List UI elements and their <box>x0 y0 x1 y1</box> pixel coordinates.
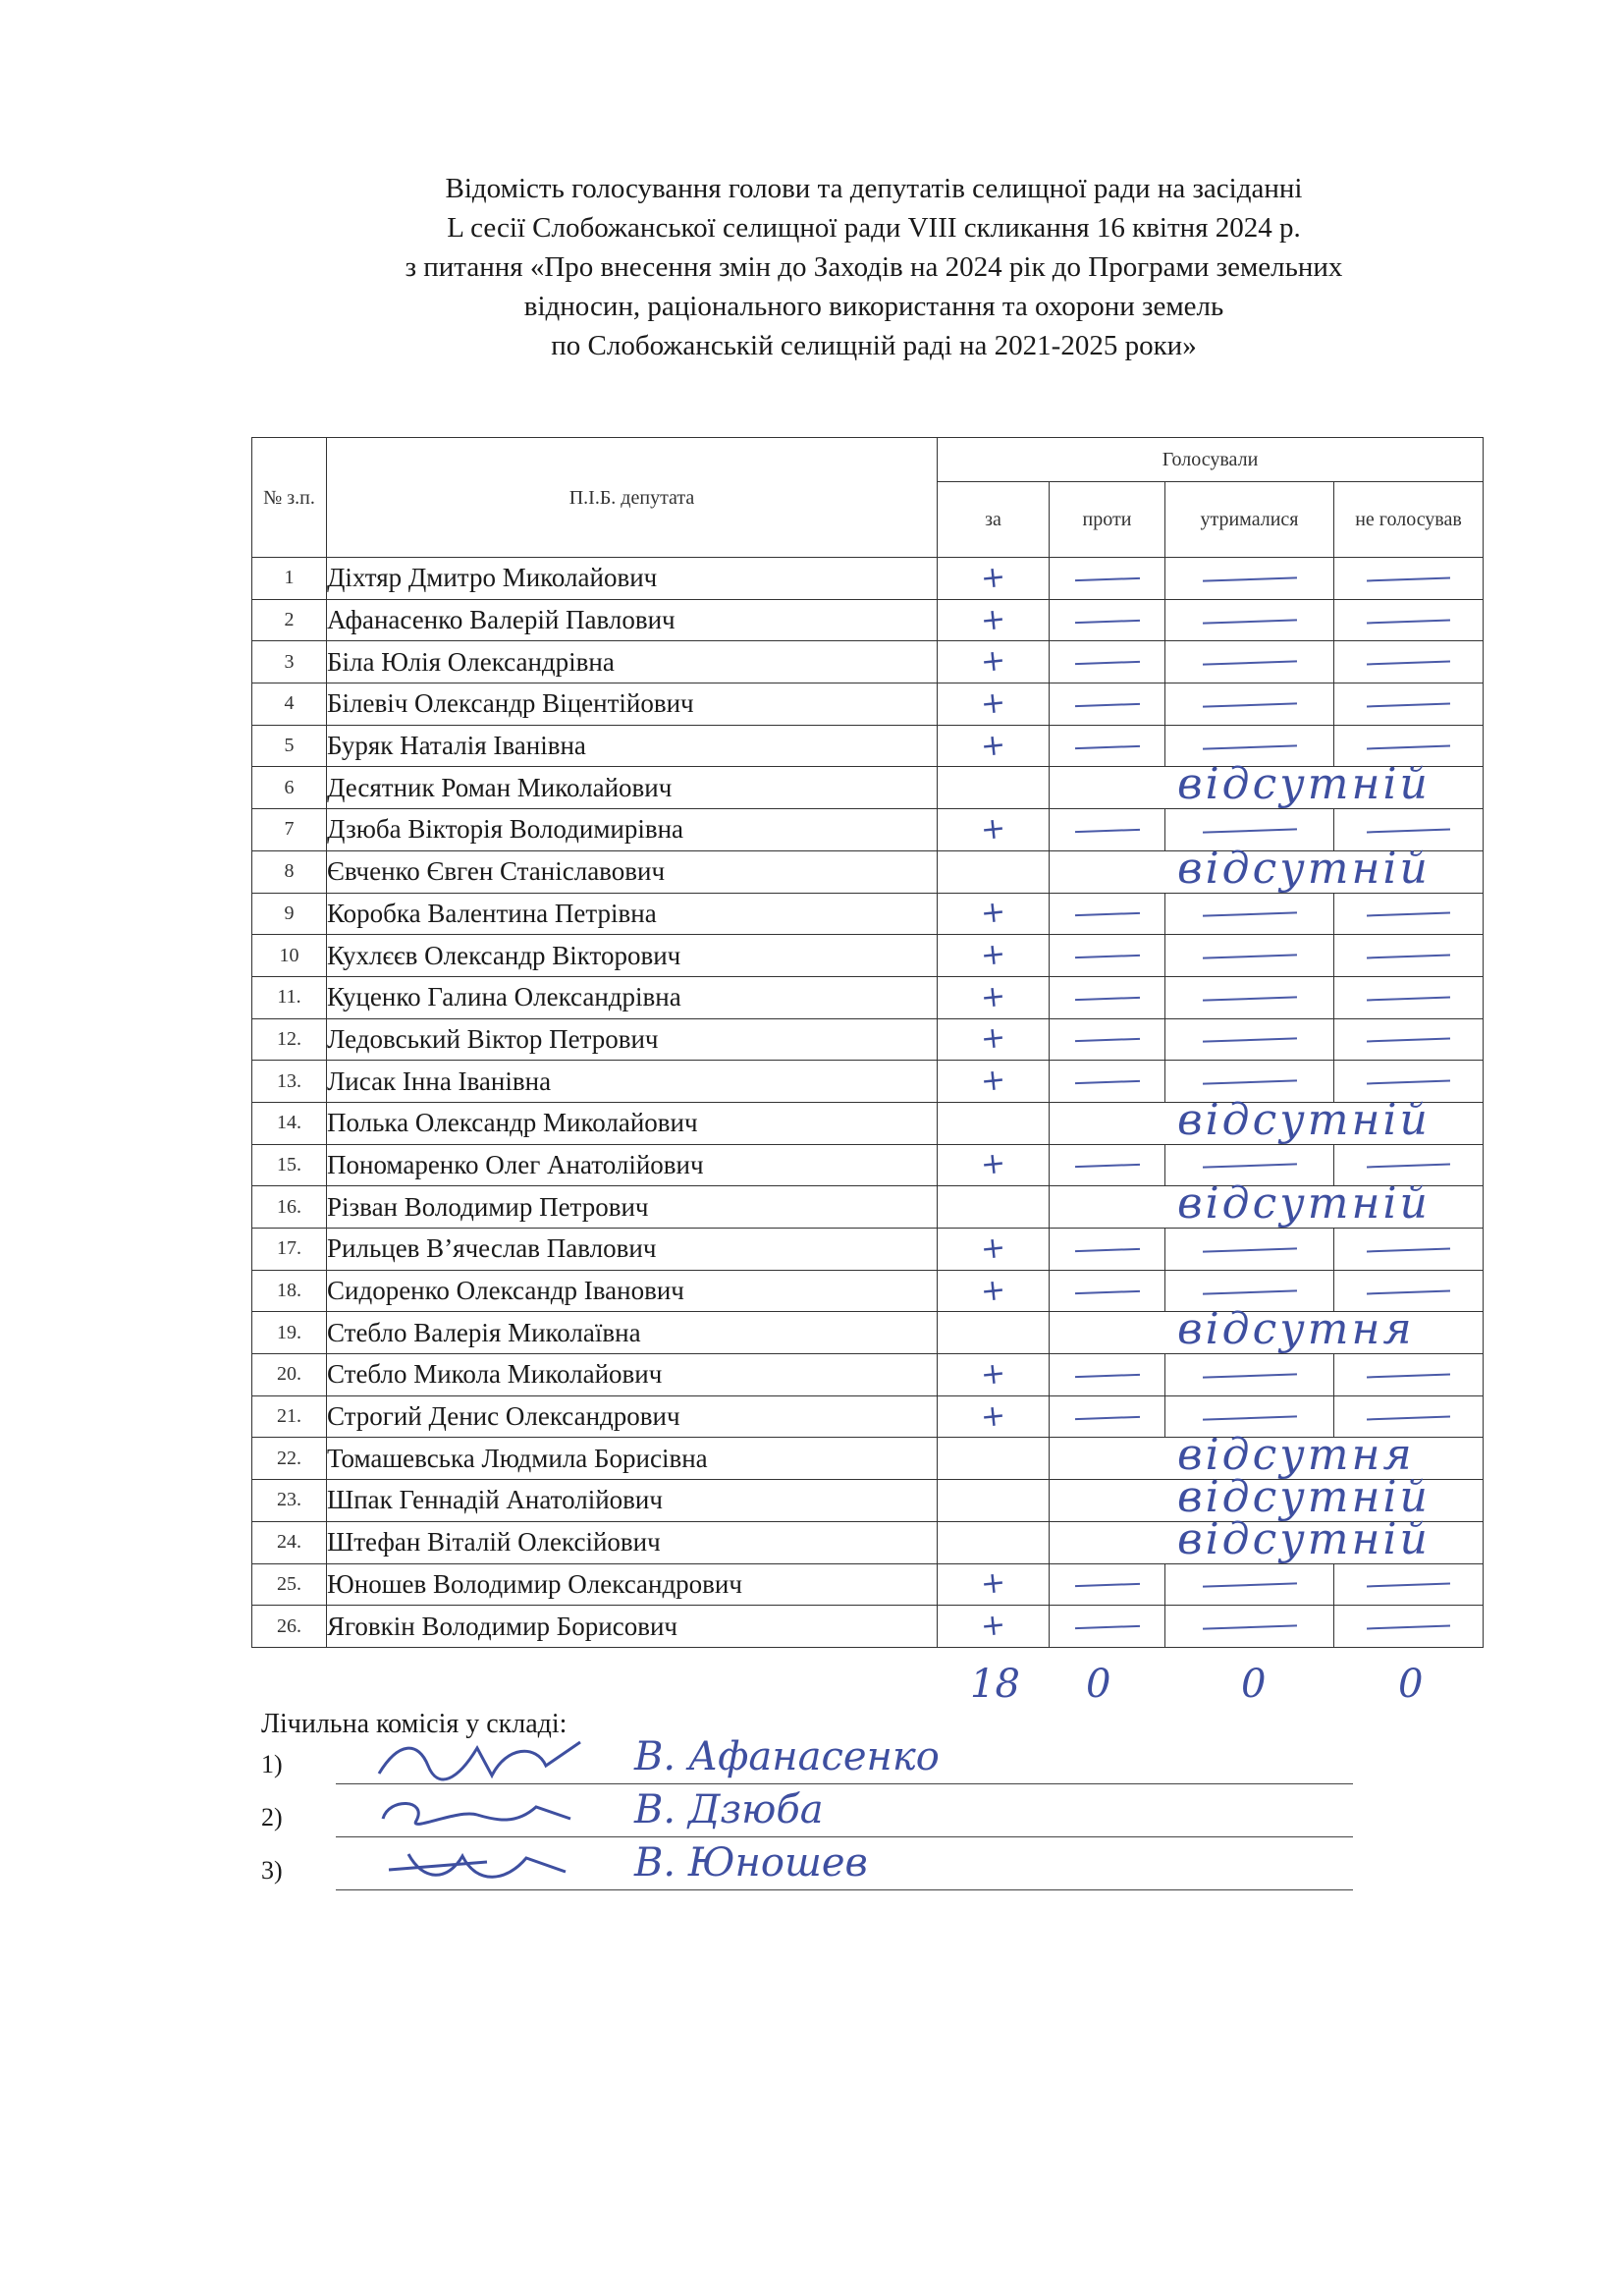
row-number: 24. <box>252 1521 327 1563</box>
title-line: з питання «Про внесення змін до Заходів на 2024 рік до Програми земельних <box>405 251 1343 283</box>
vote-not-voted-cell <box>1334 641 1484 683</box>
deputy-name: Кухлєєв Олександр Вікторович <box>327 935 938 977</box>
vote-mark: + <box>979 810 1007 847</box>
vote-for-cell <box>938 767 1050 809</box>
dash-mark <box>1075 1080 1140 1084</box>
dash-mark <box>1367 1625 1450 1630</box>
dash-mark <box>1075 1164 1140 1168</box>
header-voted: Голосували <box>938 438 1484 482</box>
deputy-name: Пономаренко Олег Анатолійович <box>327 1144 938 1186</box>
member-number: 1) <box>261 1750 283 1778</box>
vote-against-cell <box>1050 1144 1165 1186</box>
vote-for-cell <box>938 1563 1050 1606</box>
absent-cell <box>1050 1094 1484 1145</box>
vote-for-cell <box>938 1061 1050 1103</box>
row-number: 8 <box>252 850 327 893</box>
vote-abstained-cell <box>1165 1354 1334 1396</box>
vote-mark: + <box>979 1272 1007 1309</box>
vote-against-cell <box>1050 1354 1165 1396</box>
dash-mark <box>1203 1373 1297 1378</box>
table-row <box>252 599 1484 641</box>
dash-mark <box>1203 1164 1297 1169</box>
row-number: 10 <box>252 935 327 977</box>
deputy-name: Різван Володимир Петрович <box>327 1186 938 1229</box>
deputy-name: Десятник Роман Миколайович <box>327 767 938 809</box>
vote-mark: + <box>979 1355 1007 1393</box>
row-number: 1 <box>252 558 327 600</box>
vote-not-voted-cell <box>1334 683 1484 726</box>
commission-label: Лічильна комісія у складі: <box>261 1709 568 1739</box>
member-name: В. Афанасенко <box>634 1734 940 1779</box>
vote-against-cell <box>1050 935 1165 977</box>
dash-mark <box>1367 576 1450 581</box>
vote-against-cell <box>1050 599 1165 641</box>
vote-for-cell <box>938 1354 1050 1396</box>
dash-mark <box>1075 1038 1140 1042</box>
table-row <box>252 1521 1484 1563</box>
vote-for-cell <box>938 725 1050 767</box>
vote-mark: + <box>979 1230 1007 1267</box>
vote-abstained-cell <box>1165 893 1334 935</box>
vote-mark: + <box>979 727 1007 764</box>
table-row <box>252 935 1484 977</box>
total-for: 18 <box>970 1662 1020 1707</box>
dash-mark <box>1203 1624 1297 1629</box>
dash-mark <box>1203 1289 1297 1294</box>
vote-abstained-cell <box>1165 599 1334 641</box>
dash-mark <box>1203 954 1297 958</box>
row-number: 2 <box>252 599 327 641</box>
vote-for-cell <box>938 683 1050 726</box>
header-name: П.І.Б. депутата <box>327 438 938 558</box>
vote-for-cell <box>938 893 1050 935</box>
absent-note: відсутній <box>1177 843 1431 894</box>
table-row <box>252 850 1484 893</box>
absent-cell <box>1050 1513 1484 1564</box>
vote-against-cell <box>1050 683 1165 726</box>
table-row <box>252 1229 1484 1271</box>
absent-cell <box>1050 843 1484 894</box>
row-number: 19. <box>252 1312 327 1354</box>
row-number: 11. <box>252 976 327 1018</box>
row-number: 5 <box>252 725 327 767</box>
dash-mark <box>1367 1289 1450 1294</box>
header-num: № з.п. <box>252 438 327 558</box>
absent-note: відсутній <box>1177 759 1431 810</box>
title-line: по Слобожанській селищній раді на 2021-2025 роки» <box>551 330 1197 361</box>
signature-icon <box>369 1789 595 1838</box>
vote-mark: + <box>979 1564 1007 1603</box>
deputy-name: Куценко Галина Олександрівна <box>327 976 938 1018</box>
deputy-name: Полька Олександр Миколайович <box>327 1102 938 1144</box>
deputy-name: Афанасенко Валерій Павлович <box>327 599 938 641</box>
vote-for-cell <box>938 1438 1050 1480</box>
absent-cell <box>1050 759 1484 810</box>
deputy-name: Буряк Наталія Іванівна <box>327 725 938 767</box>
dash-mark <box>1367 1038 1450 1043</box>
member-name: В. Юношев <box>634 1840 868 1886</box>
dash-mark <box>1367 702 1450 707</box>
vote-for-cell <box>938 850 1050 893</box>
vote-not-voted-cell <box>1334 1229 1484 1271</box>
vote-for-cell <box>938 1186 1050 1229</box>
dash-mark <box>1203 1415 1297 1420</box>
table-row <box>252 893 1484 935</box>
vote-for-cell <box>938 1018 1050 1061</box>
deputy-name: Шпак Геннадій Анатолійович <box>327 1480 938 1522</box>
deputy-name: Лисак Інна Іванівна <box>327 1061 938 1103</box>
dash-mark <box>1203 744 1297 749</box>
deputy-name: Стебло Валерія Миколаївна <box>327 1312 938 1354</box>
total-against: 0 <box>1086 1662 1111 1707</box>
vote-for-cell <box>938 1144 1050 1186</box>
dash-mark <box>1367 1373 1450 1378</box>
row-number: 25. <box>252 1563 327 1606</box>
total-not-voted: 0 <box>1398 1662 1424 1707</box>
deputy-name: Стебло Микола Миколайович <box>327 1354 938 1396</box>
table-row <box>252 767 1484 809</box>
deputy-name: Сидоренко Олександр Іванович <box>327 1270 938 1312</box>
dash-mark <box>1367 912 1450 917</box>
row-number: 17. <box>252 1229 327 1271</box>
dash-mark <box>1367 661 1450 666</box>
dash-mark <box>1075 1625 1140 1629</box>
dash-mark <box>1203 996 1297 1001</box>
dash-mark <box>1367 828 1450 833</box>
vote-mark: + <box>979 601 1007 638</box>
vote-for-cell <box>938 1606 1050 1648</box>
vote-not-voted-cell <box>1334 1606 1484 1648</box>
vote-abstained-cell <box>1165 1018 1334 1061</box>
row-number: 22. <box>252 1438 327 1480</box>
dash-mark <box>1203 912 1297 917</box>
deputy-name: Коробка Валентина Петрівна <box>327 893 938 935</box>
vote-for-cell <box>938 1395 1050 1438</box>
table-row <box>252 1354 1484 1396</box>
dash-mark <box>1075 997 1140 1001</box>
vote-not-voted-cell <box>1334 976 1484 1018</box>
table-row <box>252 1018 1484 1061</box>
table-row <box>252 1186 1484 1229</box>
title-line: відносин, раціонального використання та охорони земель <box>523 291 1224 322</box>
member-number: 3) <box>261 1856 283 1885</box>
vote-against-cell <box>1050 809 1165 851</box>
vote-not-voted-cell <box>1334 558 1484 600</box>
vote-abstained-cell <box>1165 683 1334 726</box>
vote-mark: + <box>979 1146 1007 1183</box>
row-number: 20. <box>252 1354 327 1396</box>
signature-icon <box>369 1736 595 1785</box>
total-abstained: 0 <box>1241 1662 1267 1707</box>
vote-abstained-cell <box>1165 558 1334 600</box>
vote-for-cell <box>938 976 1050 1018</box>
vote-for-cell <box>938 1480 1050 1522</box>
absent-cell <box>1050 1178 1484 1230</box>
deputy-name: Томашевська Людмила Борисівна <box>327 1438 938 1480</box>
deputy-name: Діхтяр Дмитро Миколайович <box>327 558 938 600</box>
table-row <box>252 558 1484 600</box>
absent-note: відсутній <box>1177 1178 1431 1230</box>
dash-mark <box>1203 1038 1297 1043</box>
vote-for-cell <box>938 809 1050 851</box>
dash-mark <box>1367 619 1450 624</box>
vote-against-cell <box>1050 893 1165 935</box>
row-number: 16. <box>252 1186 327 1229</box>
header-abstained: утрималися <box>1165 482 1334 558</box>
absent-cell <box>1050 1304 1484 1355</box>
totals-row <box>0 1662 1622 1721</box>
dash-mark <box>1075 577 1140 581</box>
deputy-name: Штефан Віталій Олексійович <box>327 1521 938 1563</box>
vote-mark: + <box>979 1062 1007 1100</box>
dash-mark <box>1075 661 1140 665</box>
dash-mark <box>1203 619 1297 624</box>
vote-against-cell <box>1050 725 1165 767</box>
vote-not-voted-cell <box>1334 1563 1484 1606</box>
dash-mark <box>1075 619 1140 623</box>
dash-mark <box>1367 1164 1450 1169</box>
table-row <box>252 1102 1484 1144</box>
row-number: 15. <box>252 1144 327 1186</box>
signature-icon <box>369 1842 595 1891</box>
vote-mark: + <box>979 978 1007 1015</box>
dash-mark <box>1367 1583 1450 1588</box>
row-number: 26. <box>252 1606 327 1648</box>
vote-for-cell <box>938 1102 1050 1144</box>
deputy-name: Дзюба Вікторія Володимирівна <box>327 809 938 851</box>
vote-for-cell <box>938 1229 1050 1271</box>
vote-not-voted-cell <box>1334 893 1484 935</box>
vote-against-cell <box>1050 976 1165 1018</box>
dash-mark <box>1075 1248 1140 1252</box>
vote-mark: + <box>979 642 1007 681</box>
member-number: 2) <box>261 1803 283 1831</box>
dash-mark <box>1367 744 1450 749</box>
table-row <box>252 683 1484 726</box>
row-number: 9 <box>252 893 327 935</box>
header-for: за <box>938 482 1050 558</box>
vote-for-cell <box>938 1312 1050 1354</box>
vote-mark: + <box>979 1397 1007 1435</box>
vote-against-cell <box>1050 1018 1165 1061</box>
vote-abstained-cell <box>1165 1606 1334 1648</box>
table-row <box>252 1563 1484 1606</box>
vote-for-cell <box>938 1270 1050 1312</box>
row-number: 6 <box>252 767 327 809</box>
vote-for-cell <box>938 599 1050 641</box>
vote-not-voted-cell <box>1334 935 1484 977</box>
row-number: 3 <box>252 641 327 683</box>
table-row <box>252 976 1484 1018</box>
dash-mark <box>1367 1080 1450 1085</box>
dash-mark <box>1075 1374 1140 1378</box>
table-row <box>252 641 1484 683</box>
vote-abstained-cell <box>1165 641 1334 683</box>
table-row <box>252 1606 1484 1648</box>
dash-mark <box>1203 661 1297 666</box>
dash-mark <box>1203 702 1297 707</box>
title-line: L сесії Слобожанської селищної ради VIII скликання 16 квітня 2024 р. <box>447 212 1301 244</box>
dash-mark <box>1075 829 1140 833</box>
vote-not-voted-cell <box>1334 599 1484 641</box>
dash-mark <box>1203 1079 1297 1084</box>
vote-for-cell <box>938 641 1050 683</box>
deputy-name: Ледовський Віктор Петрович <box>327 1018 938 1061</box>
dash-mark <box>1075 744 1140 748</box>
vote-against-cell <box>1050 641 1165 683</box>
voting-table <box>251 437 1484 1648</box>
vote-abstained-cell <box>1165 1563 1334 1606</box>
vote-abstained-cell <box>1165 1229 1334 1271</box>
dash-mark <box>1075 703 1140 707</box>
vote-mark: + <box>979 1607 1007 1645</box>
vote-mark: + <box>979 1019 1007 1058</box>
absent-note: відсутня <box>1177 1304 1415 1355</box>
deputy-name: Юношев Володимир Олександрович <box>327 1563 938 1606</box>
vote-mark: + <box>979 894 1007 932</box>
vote-against-cell <box>1050 1563 1165 1606</box>
dash-mark <box>1203 1247 1297 1252</box>
dash-mark <box>1075 1289 1140 1293</box>
absent-note: відсутній <box>1177 1472 1431 1523</box>
dash-mark <box>1367 1415 1450 1420</box>
dash-mark <box>1203 576 1297 581</box>
vote-not-voted-cell <box>1334 1354 1484 1396</box>
dash-mark <box>1075 1415 1140 1419</box>
dash-mark <box>1367 955 1450 959</box>
vote-mark: + <box>979 684 1007 722</box>
dash-mark <box>1203 828 1297 833</box>
vote-not-voted-cell <box>1334 1018 1484 1061</box>
absent-note: відсутній <box>1177 1094 1431 1145</box>
dash-mark <box>1203 1583 1297 1588</box>
deputy-name: Євченко Євген Станіславович <box>327 850 938 893</box>
dash-mark <box>1075 955 1140 958</box>
deputy-name: Білевіч Олександр Віцентійович <box>327 683 938 726</box>
row-number: 14. <box>252 1102 327 1144</box>
row-number: 13. <box>252 1061 327 1103</box>
vote-against-cell <box>1050 558 1165 600</box>
deputy-name: Яговкін Володимир Борисович <box>327 1606 938 1648</box>
dash-mark <box>1075 912 1140 916</box>
vote-mark: + <box>979 936 1007 974</box>
dash-mark <box>1367 996 1450 1001</box>
dash-mark <box>1075 1583 1140 1587</box>
title-line: Відомість голосування голови та депутатів селищної ради на засіданні <box>445 173 1303 204</box>
document-title <box>196 169 1551 365</box>
absent-note: відсутня <box>1177 1430 1415 1481</box>
row-number: 7 <box>252 809 327 851</box>
deputy-name: Біла Юлія Олександрівна <box>327 641 938 683</box>
absent-note: відсутній <box>1177 1513 1431 1564</box>
header-not-voted: не голосував <box>1334 482 1484 558</box>
row-number: 12. <box>252 1018 327 1061</box>
vote-against-cell <box>1050 1395 1165 1438</box>
deputy-name: Строгий Денис Олександрович <box>327 1395 938 1438</box>
table-row <box>252 1312 1484 1354</box>
vote-against-cell <box>1050 1270 1165 1312</box>
vote-for-cell <box>938 558 1050 600</box>
row-number: 23. <box>252 1480 327 1522</box>
vote-against-cell <box>1050 1061 1165 1103</box>
vote-against-cell <box>1050 1606 1165 1648</box>
vote-for-cell <box>938 935 1050 977</box>
table-body <box>252 558 1484 1648</box>
vote-against-cell <box>1050 1229 1165 1271</box>
vote-abstained-cell <box>1165 935 1334 977</box>
header-against: проти <box>1050 482 1165 558</box>
deputy-name: Рильцев В’ячеслав Павлович <box>327 1229 938 1271</box>
vote-abstained-cell <box>1165 976 1334 1018</box>
vote-for-cell <box>938 1521 1050 1563</box>
row-number: 4 <box>252 683 327 726</box>
vote-mark: + <box>979 559 1007 596</box>
row-number: 21. <box>252 1395 327 1438</box>
member-name: В. Дзюба <box>634 1787 824 1832</box>
dash-mark <box>1367 1247 1450 1252</box>
row-number: 18. <box>252 1270 327 1312</box>
